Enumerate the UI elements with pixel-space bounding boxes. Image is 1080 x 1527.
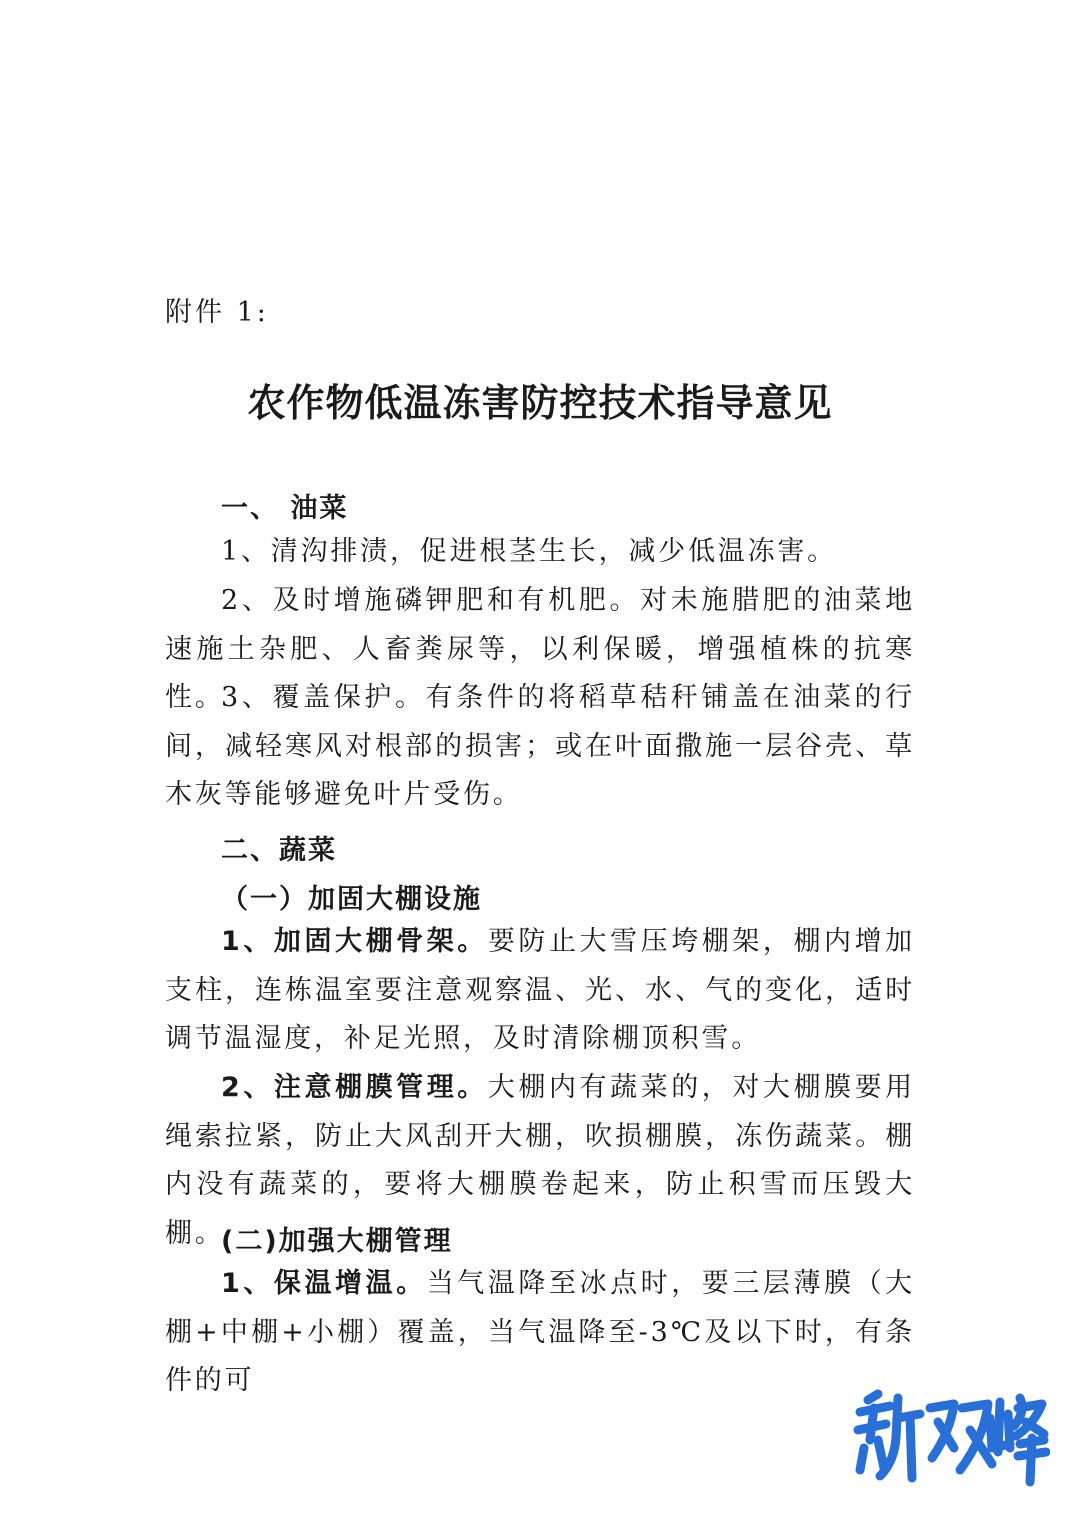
subsection2-item-1 (165, 1260, 915, 1406)
annex-label: 附件 1: (165, 297, 269, 328)
subsection2-item-1-lead: 1、保温增温。 (221, 1268, 427, 1299)
subsection1-item-2-lead: 2、注意棚膜管理。 (221, 1072, 488, 1103)
document-title: 农作物低温冻害防控技术指导意见 (247, 381, 833, 425)
section1-heading: 一、 油菜 (221, 493, 349, 524)
section2-heading: 二、蔬菜 (221, 835, 337, 866)
section1-item-1: 1、清沟排渍，促进根茎生长，减少低温冻害。 (221, 536, 837, 567)
section1-item-3: 3、覆盖保护。有条件的将稻草秸秆铺盖在油菜的行间，减轻寒风对根部的损害；或在叶面撒施一层谷壳、草木灰等能够避免叶片受伤。 (165, 682, 915, 810)
subsection1-item-1-lead: 1、加固大棚骨架。 (221, 926, 488, 957)
subsection2-item-1-text: 当气温降至冰点时，要三层薄膜（大棚+中棚+小棚）覆盖，当气温降至-3℃及以下时，有条件的可 (165, 1268, 915, 1396)
subsection1-heading: （一）加固大棚设施 (221, 884, 482, 915)
xinshuangfeng-logo (850, 1378, 1050, 1488)
section1-item-2: 2、及时增施磷钾肥和有机肥。对未施腊肥的油菜地速施土杂肥、人畜粪尿等，以利保暖，增强植株的抗寒性。 (165, 585, 915, 713)
subsection1-item-1 (165, 918, 915, 1064)
subsection1-item-2-text: 大棚内有蔬菜的，对大棚膜要用绳索拉紧，防止大风刮开大棚，吹损棚膜，冻伤蔬菜。棚内没有蔬菜的，要将大棚膜卷起来，防止积雪而压毁大棚。 (165, 1072, 915, 1249)
subsection2-heading: (二)加强大棚管理 (221, 1226, 453, 1257)
subsection1-item-1-text: 要防止大雪压垮棚架，棚内增加支柱，连栋温室要注意观察温、光、水、气的变化，适时调节温湿度，补足光照，及时清除棚顶积雪。 (165, 926, 915, 1054)
